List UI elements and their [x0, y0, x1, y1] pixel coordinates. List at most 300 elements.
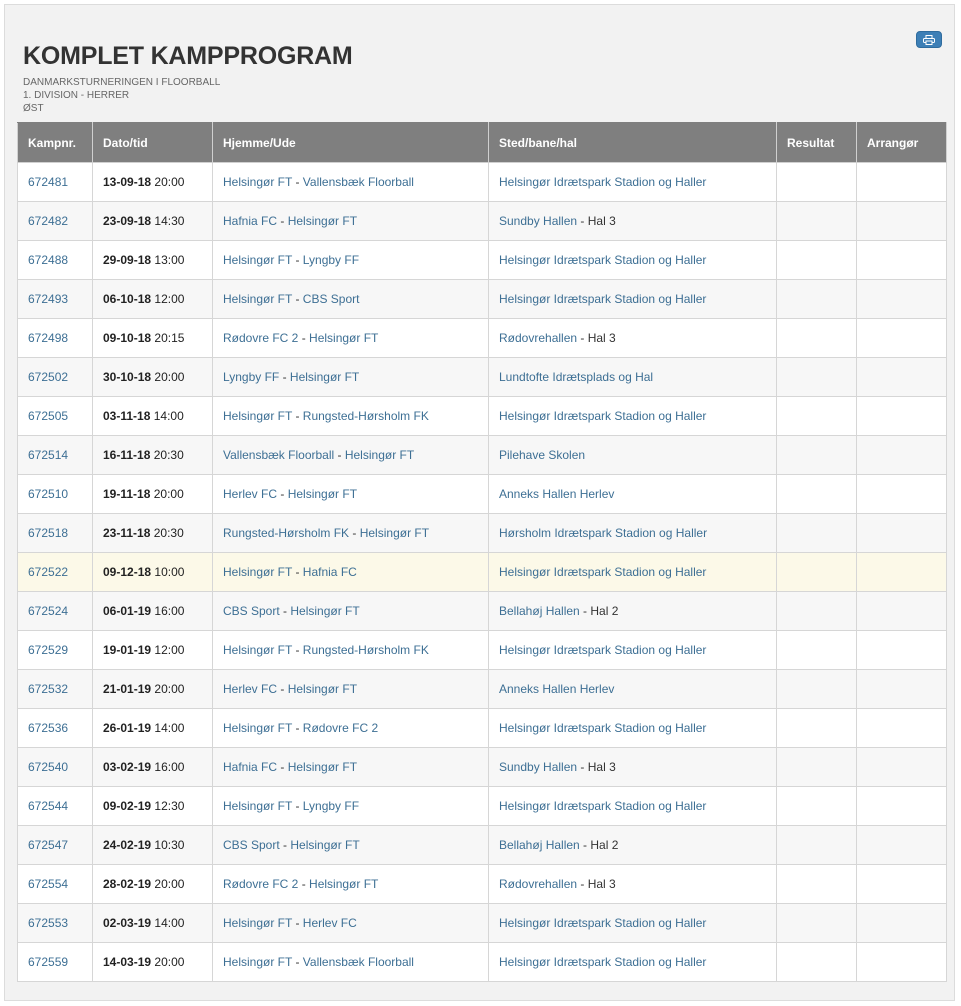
cell-kampnr — [18, 202, 93, 241]
match-number-link[interactable]: 672514 — [28, 448, 69, 462]
venue-link[interactable]: Helsingør Idrætspark Stadion og Haller — [499, 175, 707, 189]
venue-link[interactable]: Rødovrehallen — [499, 877, 578, 891]
cell-organizer — [857, 475, 947, 514]
venue-hall: Hal 3 — [587, 877, 616, 891]
home-team-link[interactable]: Hafnia FC — [223, 760, 278, 774]
match-time: 12:00 — [154, 643, 185, 657]
cell-result — [777, 631, 857, 670]
venue-link[interactable]: Rødovrehallen — [499, 331, 578, 345]
print-button[interactable] — [916, 31, 942, 48]
table-row — [18, 202, 947, 241]
cell-teams — [213, 358, 489, 397]
cell-result — [777, 826, 857, 865]
away-team-link[interactable]: Helsingør FT — [287, 682, 358, 696]
cell-venue — [489, 670, 777, 709]
separator: - — [277, 214, 288, 228]
match-number-link[interactable]: 672544 — [28, 799, 69, 813]
cell-result — [777, 514, 857, 553]
cell-date-time — [93, 670, 213, 709]
table-row — [18, 826, 947, 865]
venue-link[interactable]: Bellahøj Hallen — [499, 838, 580, 852]
cell-organizer — [857, 514, 947, 553]
venue-link[interactable]: Hørsholm Idrætspark Stadion og Haller — [499, 526, 708, 540]
away-team-link[interactable]: Lyngby FF — [302, 253, 360, 267]
cell-date-time — [93, 241, 213, 280]
cell-organizer — [857, 748, 947, 787]
cell-venue — [489, 943, 777, 982]
venue-link[interactable]: Helsingør Idrætspark Stadion og Haller — [499, 253, 707, 267]
venue-link[interactable]: Helsingør Idrætspark Stadion og Haller — [499, 721, 707, 735]
home-team-link[interactable]: Rungsted-Hørsholm FK — [223, 526, 350, 540]
cell-result — [777, 670, 857, 709]
match-date: 06-01-19 — [103, 604, 152, 618]
cell-organizer — [857, 787, 947, 826]
match-number-link[interactable]: 672498 — [28, 331, 69, 345]
match-number-link[interactable]: 672547 — [28, 838, 69, 852]
home-team-link[interactable]: Lyngby FF — [223, 370, 280, 384]
cell-venue — [489, 475, 777, 514]
away-team-link[interactable]: CBS Sport — [302, 292, 360, 306]
table-row — [18, 358, 947, 397]
match-date: 02-03-19 — [103, 916, 152, 930]
venue-hall: Hal 3 — [587, 214, 616, 228]
table-row — [18, 475, 947, 514]
table-row — [18, 631, 947, 670]
match-number-link[interactable]: 672540 — [28, 760, 69, 774]
column-header-kampnr[interactable]: Kampnr. — [18, 123, 93, 163]
home-team-link[interactable]: Herlev FC — [223, 487, 278, 501]
match-number-link[interactable]: 672493 — [28, 292, 69, 306]
cell-result — [777, 436, 857, 475]
cell-kampnr — [18, 787, 93, 826]
separator: - — [277, 487, 288, 501]
subtitle-division: 1. DIVISION - HERRER — [23, 90, 130, 101]
away-team-link[interactable]: Helsingør FT — [309, 331, 379, 345]
cell-teams — [213, 319, 489, 358]
away-team-link[interactable]: Helsingør FT — [287, 760, 358, 774]
cell-result — [777, 787, 857, 826]
cell-date-time — [93, 436, 213, 475]
cell-organizer — [857, 709, 947, 748]
match-number-link[interactable]: 672536 — [28, 721, 69, 735]
cell-kampnr — [18, 748, 93, 787]
cell-date-time — [93, 748, 213, 787]
cell-kampnr — [18, 904, 93, 943]
match-time: 20:00 — [153, 487, 184, 501]
home-team-link[interactable]: Helsingør FT — [223, 799, 293, 813]
separator: - — [579, 604, 591, 618]
match-time: 14:30 — [154, 214, 185, 228]
cell-venue — [489, 904, 777, 943]
table-row — [18, 787, 947, 826]
match-number-link[interactable]: 672529 — [28, 643, 69, 657]
cell-organizer — [857, 592, 947, 631]
separator: - — [577, 214, 588, 228]
match-time: 14:00 — [154, 721, 185, 735]
venue-link[interactable]: Helsingør Idrætspark Stadion og Haller — [499, 916, 707, 930]
venue-link[interactable]: Helsingør Idrætspark Stadion og Haller — [499, 643, 707, 657]
cell-teams — [213, 748, 489, 787]
home-team-link[interactable]: Helsingør FT — [223, 916, 293, 930]
match-number-link[interactable]: 672502 — [28, 370, 69, 384]
separator: - — [298, 331, 310, 345]
table-row — [18, 865, 947, 904]
match-time: 20:00 — [154, 370, 185, 384]
cell-result — [777, 280, 857, 319]
cell-date-time — [93, 943, 213, 982]
table-row — [18, 319, 947, 358]
cell-kampnr — [18, 670, 93, 709]
venue-link[interactable]: Helsingør Idrætspark Stadion og Haller — [499, 799, 707, 813]
table-row — [18, 904, 947, 943]
match-number-link[interactable]: 672532 — [28, 682, 69, 696]
venue-link[interactable]: Bellahøj Hallen — [499, 604, 580, 618]
separator: - — [292, 643, 303, 657]
cell-venue — [489, 748, 777, 787]
home-team-link[interactable]: Helsingør FT — [223, 409, 293, 423]
printer-icon — [923, 35, 935, 45]
cell-date-time — [93, 202, 213, 241]
cell-result — [777, 358, 857, 397]
match-time: 20:15 — [154, 331, 185, 345]
cell-teams — [213, 202, 489, 241]
match-date: 09-12-18 — [103, 565, 152, 579]
match-time: 13:00 — [154, 253, 185, 267]
away-team-link[interactable]: Helsingør FT — [359, 526, 430, 540]
separator: - — [292, 916, 303, 930]
separator: - — [292, 955, 303, 969]
match-date: 19-11-18 — [103, 487, 151, 501]
match-time: 20:00 — [154, 682, 185, 696]
cell-date-time — [93, 904, 213, 943]
table-row — [18, 592, 947, 631]
cell-venue — [489, 241, 777, 280]
match-date: 30-10-18 — [103, 370, 152, 384]
match-time: 20:00 — [154, 175, 185, 189]
match-time: 10:30 — [154, 838, 185, 852]
cell-kampnr — [18, 709, 93, 748]
separator: - — [577, 331, 588, 345]
cell-teams — [213, 163, 489, 202]
page-title: KOMPLET KAMPPROGRAM — [23, 42, 353, 70]
separator: - — [349, 526, 360, 540]
cell-organizer — [857, 553, 947, 592]
cell-date-time — [93, 358, 213, 397]
cell-venue — [489, 202, 777, 241]
separator: - — [334, 448, 345, 462]
match-date: 19-01-19 — [103, 643, 152, 657]
match-number-link[interactable]: 672481 — [28, 175, 69, 189]
venue-link[interactable]: Sundby Hallen — [499, 760, 578, 774]
cell-date-time — [93, 397, 213, 436]
column-header-hjemme-ude[interactable]: Hjemme/Ude — [213, 123, 489, 163]
subtitle-region: ØST — [23, 103, 44, 114]
table-row — [18, 514, 947, 553]
cell-result — [777, 709, 857, 748]
away-team-link[interactable]: Herlev FC — [302, 916, 357, 930]
venue-link[interactable]: Anneks Hallen Herlev — [499, 487, 615, 501]
match-date: 21-01-19 — [103, 682, 152, 696]
separator: - — [279, 838, 291, 852]
match-date: 06-10-18 — [103, 292, 152, 306]
away-team-link[interactable]: Helsingør FT — [287, 487, 358, 501]
cell-result — [777, 475, 857, 514]
cell-teams — [213, 241, 489, 280]
home-team-link[interactable]: Helsingør FT — [223, 565, 293, 579]
cell-kampnr — [18, 553, 93, 592]
cell-date-time — [93, 280, 213, 319]
separator: - — [577, 877, 588, 891]
separator: - — [292, 409, 303, 423]
cell-organizer — [857, 319, 947, 358]
match-date: 03-02-19 — [103, 760, 152, 774]
cell-organizer — [857, 397, 947, 436]
table-row — [18, 709, 947, 748]
cell-venue — [489, 280, 777, 319]
column-header-sted[interactable]: Sted/bane/hal — [489, 123, 777, 163]
separator: - — [292, 721, 303, 735]
cell-teams — [213, 826, 489, 865]
venue-link[interactable]: Helsingør Idrætspark Stadion og Haller — [499, 292, 707, 306]
home-team-link[interactable]: Helsingør FT — [223, 721, 293, 735]
venue-hall: Hal 3 — [587, 760, 616, 774]
cell-date-time — [93, 475, 213, 514]
match-number-link[interactable]: 672482 — [28, 214, 69, 228]
separator: - — [579, 838, 591, 852]
cell-organizer — [857, 904, 947, 943]
venue-hall: Hal 2 — [590, 604, 619, 618]
cell-kampnr — [18, 319, 93, 358]
cell-organizer — [857, 826, 947, 865]
schedule-table — [17, 122, 947, 982]
away-team-link[interactable]: Vallensbæk Floorball — [302, 955, 414, 969]
table-row — [18, 943, 947, 982]
cell-result — [777, 319, 857, 358]
match-date: 23-09-18 — [103, 214, 152, 228]
subtitle-tournament: DANMARKSTURNERINGEN I FLOORBALL — [23, 77, 221, 88]
cell-result — [777, 241, 857, 280]
match-time: 10:00 — [154, 565, 185, 579]
match-time: 16:00 — [154, 760, 185, 774]
match-date: 28-02-19 — [103, 877, 152, 891]
cell-date-time — [93, 865, 213, 904]
away-team-link[interactable]: Helsingør FT — [309, 877, 379, 891]
venue-link[interactable]: Lundtofte Idrætsplads og Hal — [499, 370, 654, 384]
home-team-link[interactable]: Herlev FC — [223, 682, 278, 696]
cell-teams — [213, 670, 489, 709]
cell-teams — [213, 553, 489, 592]
cell-venue — [489, 514, 777, 553]
cell-date-time — [93, 553, 213, 592]
away-team-link[interactable]: Helsingør FT — [287, 214, 358, 228]
table-row — [18, 748, 947, 787]
venue-link[interactable]: Sundby Hallen — [499, 214, 578, 228]
match-date: 14-03-19 — [103, 955, 152, 969]
home-team-link[interactable]: CBS Sport — [223, 838, 280, 852]
away-team-link[interactable]: Rungsted-Hørsholm FK — [302, 643, 429, 657]
match-number-link[interactable]: 672518 — [28, 526, 69, 540]
cell-result — [777, 163, 857, 202]
cell-venue — [489, 553, 777, 592]
match-date: 24-02-19 — [103, 838, 152, 852]
match-date: 09-10-18 — [103, 331, 152, 345]
cell-result — [777, 592, 857, 631]
cell-teams — [213, 709, 489, 748]
cell-organizer — [857, 202, 947, 241]
away-team-link[interactable]: Hafnia FC — [302, 565, 357, 579]
venue-link[interactable]: Helsingør Idrætspark Stadion og Haller — [499, 565, 707, 579]
home-team-link[interactable]: Rødovre FC 2 — [223, 877, 299, 891]
away-team-link[interactable]: Rødovre FC 2 — [302, 721, 379, 735]
cell-kampnr — [18, 358, 93, 397]
cell-organizer — [857, 943, 947, 982]
away-team-link[interactable]: Helsingør FT — [290, 604, 360, 618]
match-time: 12:00 — [154, 292, 185, 306]
match-number-link[interactable]: 672559 — [28, 955, 69, 969]
cell-teams — [213, 787, 489, 826]
separator: - — [279, 604, 291, 618]
cell-date-time — [93, 709, 213, 748]
cell-venue — [489, 436, 777, 475]
match-date: 26-01-19 — [103, 721, 152, 735]
column-header-arrangor[interactable]: Arrangør — [857, 123, 947, 163]
cell-teams — [213, 631, 489, 670]
cell-result — [777, 397, 857, 436]
home-team-link[interactable]: Helsingør FT — [223, 292, 293, 306]
home-team-link[interactable]: Helsingør FT — [223, 643, 293, 657]
cell-organizer — [857, 436, 947, 475]
cell-date-time — [93, 514, 213, 553]
cell-venue — [489, 397, 777, 436]
table-row — [18, 553, 947, 592]
match-date: 09-02-19 — [103, 799, 152, 813]
cell-organizer — [857, 163, 947, 202]
separator: - — [292, 565, 303, 579]
away-team-link[interactable]: Rungsted-Hørsholm FK — [302, 409, 429, 423]
table-header-row — [18, 123, 947, 163]
cell-result — [777, 748, 857, 787]
cell-organizer — [857, 280, 947, 319]
cell-kampnr — [18, 826, 93, 865]
match-number-link[interactable]: 672554 — [28, 877, 69, 891]
match-number-link[interactable]: 672553 — [28, 916, 69, 930]
home-team-link[interactable]: Helsingør FT — [223, 253, 293, 267]
cell-teams — [213, 592, 489, 631]
cell-venue — [489, 592, 777, 631]
venue-link[interactable]: Helsingør Idrætspark Stadion og Haller — [499, 955, 707, 969]
cell-date-time — [93, 787, 213, 826]
match-time: 14:00 — [154, 916, 185, 930]
cell-date-time — [93, 631, 213, 670]
cell-kampnr — [18, 514, 93, 553]
match-date: 23-11-18 — [103, 526, 151, 540]
cell-kampnr — [18, 865, 93, 904]
match-date: 03-11-18 — [103, 409, 151, 423]
cell-venue — [489, 358, 777, 397]
away-team-link[interactable]: Lyngby FF — [302, 799, 360, 813]
venue-link[interactable]: Anneks Hallen Herlev — [499, 682, 615, 696]
cell-organizer — [857, 865, 947, 904]
venue-hall: Hal 3 — [587, 331, 616, 345]
column-header-dato-tid[interactable]: Dato/tid — [93, 123, 213, 163]
cell-kampnr — [18, 631, 93, 670]
cell-teams — [213, 865, 489, 904]
separator: - — [277, 760, 288, 774]
table-row — [18, 280, 947, 319]
match-time: 20:00 — [154, 955, 185, 969]
venue-link[interactable]: Helsingør Idrætspark Stadion og Haller — [499, 409, 707, 423]
match-number-link[interactable]: 672505 — [28, 409, 69, 423]
cell-result — [777, 202, 857, 241]
table-row — [18, 163, 947, 202]
home-team-link[interactable]: Helsingør FT — [223, 175, 293, 189]
home-team-link[interactable]: Vallensbæk Floorball — [223, 448, 335, 462]
cell-kampnr — [18, 280, 93, 319]
match-date: 13-09-18 — [103, 175, 152, 189]
table-row — [18, 436, 947, 475]
match-time: 20:30 — [153, 448, 184, 462]
separator: - — [577, 760, 588, 774]
home-team-link[interactable]: CBS Sport — [223, 604, 280, 618]
match-number-link[interactable]: 672510 — [28, 487, 69, 501]
cell-kampnr — [18, 475, 93, 514]
away-team-link[interactable]: Helsingør FT — [290, 838, 360, 852]
separator: - — [298, 877, 310, 891]
venue-link[interactable]: Pilehave Skolen — [499, 448, 586, 462]
cell-teams — [213, 280, 489, 319]
cell-kampnr — [18, 163, 93, 202]
separator: - — [277, 682, 288, 696]
away-team-link[interactable]: Vallensbæk Floorball — [302, 175, 414, 189]
match-number-link[interactable]: 672524 — [28, 604, 69, 618]
venue-hall: Hal 2 — [590, 838, 619, 852]
home-team-link[interactable]: Rødovre FC 2 — [223, 331, 299, 345]
match-date: 29-09-18 — [103, 253, 152, 267]
cell-venue — [489, 787, 777, 826]
cell-date-time — [93, 826, 213, 865]
table-row — [18, 241, 947, 280]
cell-result — [777, 553, 857, 592]
cell-teams — [213, 943, 489, 982]
cell-result — [777, 943, 857, 982]
home-team-link[interactable]: Helsingør FT — [223, 955, 293, 969]
cell-kampnr — [18, 241, 93, 280]
cell-kampnr — [18, 592, 93, 631]
cell-date-time — [93, 592, 213, 631]
cell-venue — [489, 826, 777, 865]
cell-venue — [489, 709, 777, 748]
cell-kampnr — [18, 436, 93, 475]
cell-result — [777, 865, 857, 904]
table-row — [18, 670, 947, 709]
column-header-resultat[interactable]: Resultat — [777, 123, 857, 163]
away-team-link[interactable]: Helsingør FT — [289, 370, 360, 384]
separator: - — [292, 175, 303, 189]
cell-kampnr — [18, 943, 93, 982]
match-date: 16-11-18 — [103, 448, 151, 462]
match-time: 20:30 — [153, 526, 184, 540]
home-team-link[interactable]: Hafnia FC — [223, 214, 278, 228]
cell-venue — [489, 865, 777, 904]
separator: - — [292, 799, 303, 813]
away-team-link[interactable]: Helsingør FT — [344, 448, 415, 462]
cell-result — [777, 904, 857, 943]
match-time: 14:00 — [153, 409, 184, 423]
cell-teams — [213, 436, 489, 475]
match-number-link[interactable]: 672488 — [28, 253, 69, 267]
separator: - — [279, 370, 290, 384]
match-number-link[interactable]: 672522 — [28, 565, 69, 579]
